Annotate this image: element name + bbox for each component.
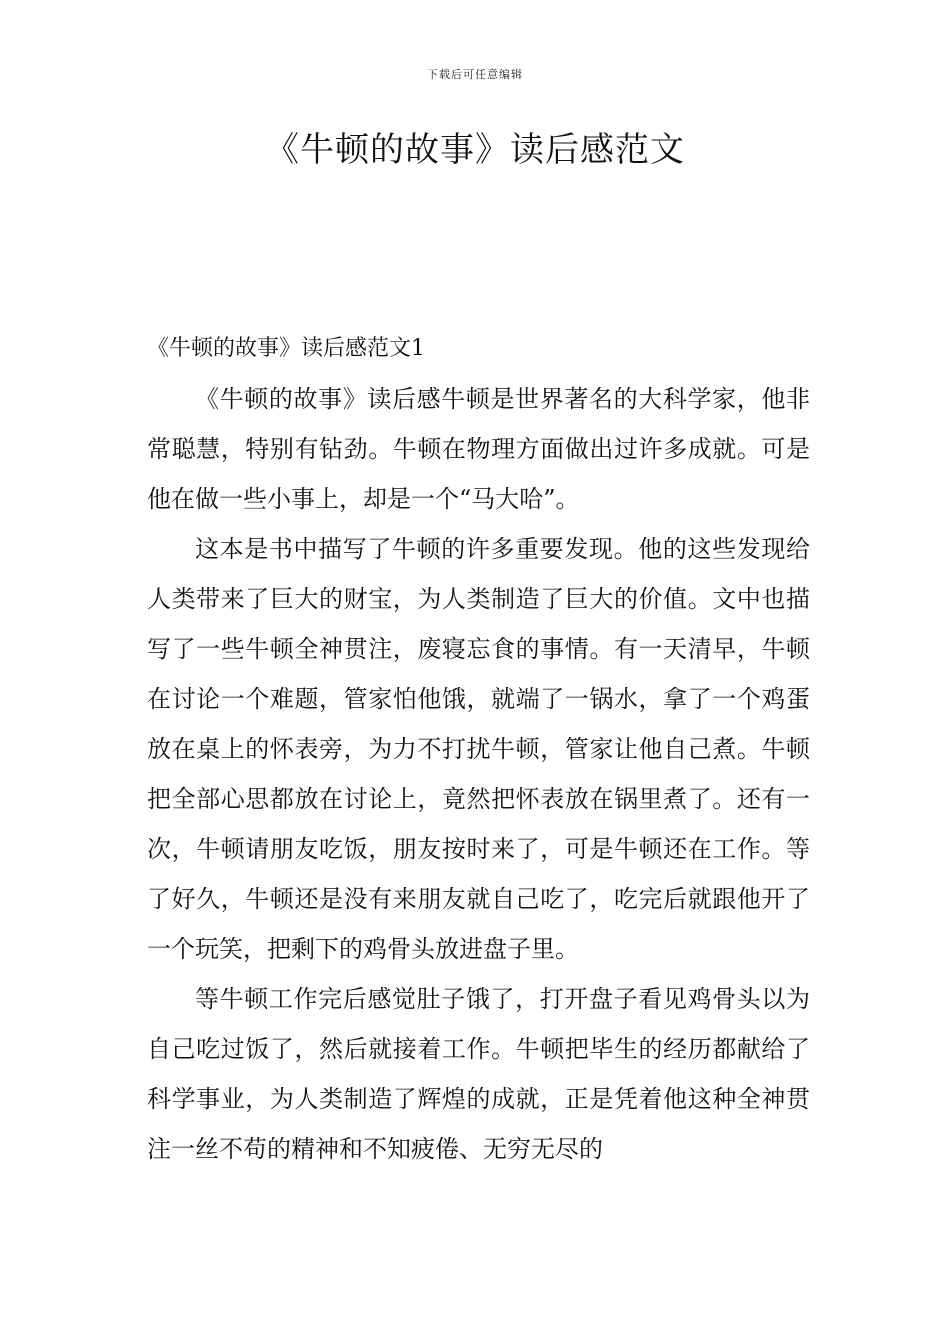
paragraph-2: 这本是书中描写了牛顿的许多重要发现。他的这些发现给人类带来了巨大的财宝，为人类制造了巨大的价值。文中也描写了一些牛顿全神贯注，废寝忘食的事情。有一天清早，牛顿在讨论一个难题，管家怕他饿，就端了一锅水，拿了一个鸡蛋放在桌上的怀表旁，为力不打扰牛顿，管家让他自己煮。牛顿把全部心思都放在讨论上，竟然把怀表放在锅里煮了。还有一次，牛顿请朋友吃饭，朋友按时来了，可是牛顿还在工作。等了好久，牛顿还是没有来朋友就自己吃了，吃完后就跟他开了一个玩笑，把剩下的鸡骨头放进盘子里。: [147, 535, 810, 963]
header-note: 下载后可任意编辑: [427, 68, 523, 81]
document-title: 《牛顿的故事》读后感范文: [265, 130, 685, 170]
paragraph-3: 等牛顿工作完后感觉肚子饿了，打开盘子看见鸡骨头以为自己吃过饭了，然后就接着工作。牛顿把毕生的经历都献给了科学事业，为人类制造了辉煌的成就，正是凭着他这种全神贯注一丝不苟的精神和不知疲倦、无穷无尽的: [147, 985, 810, 1163]
section-title: 《牛顿的故事》读后感范文1: [147, 336, 425, 361]
body-text: [147, 374, 810, 1174]
paragraph-1: 《牛顿的故事》读后感牛顿是世界著名的大科学家，他非常聪慧，特别有钻劲。牛顿在物理方面做出过许多成就。可是他在做一些小事上，却是一个“马大哈”。: [147, 385, 810, 513]
